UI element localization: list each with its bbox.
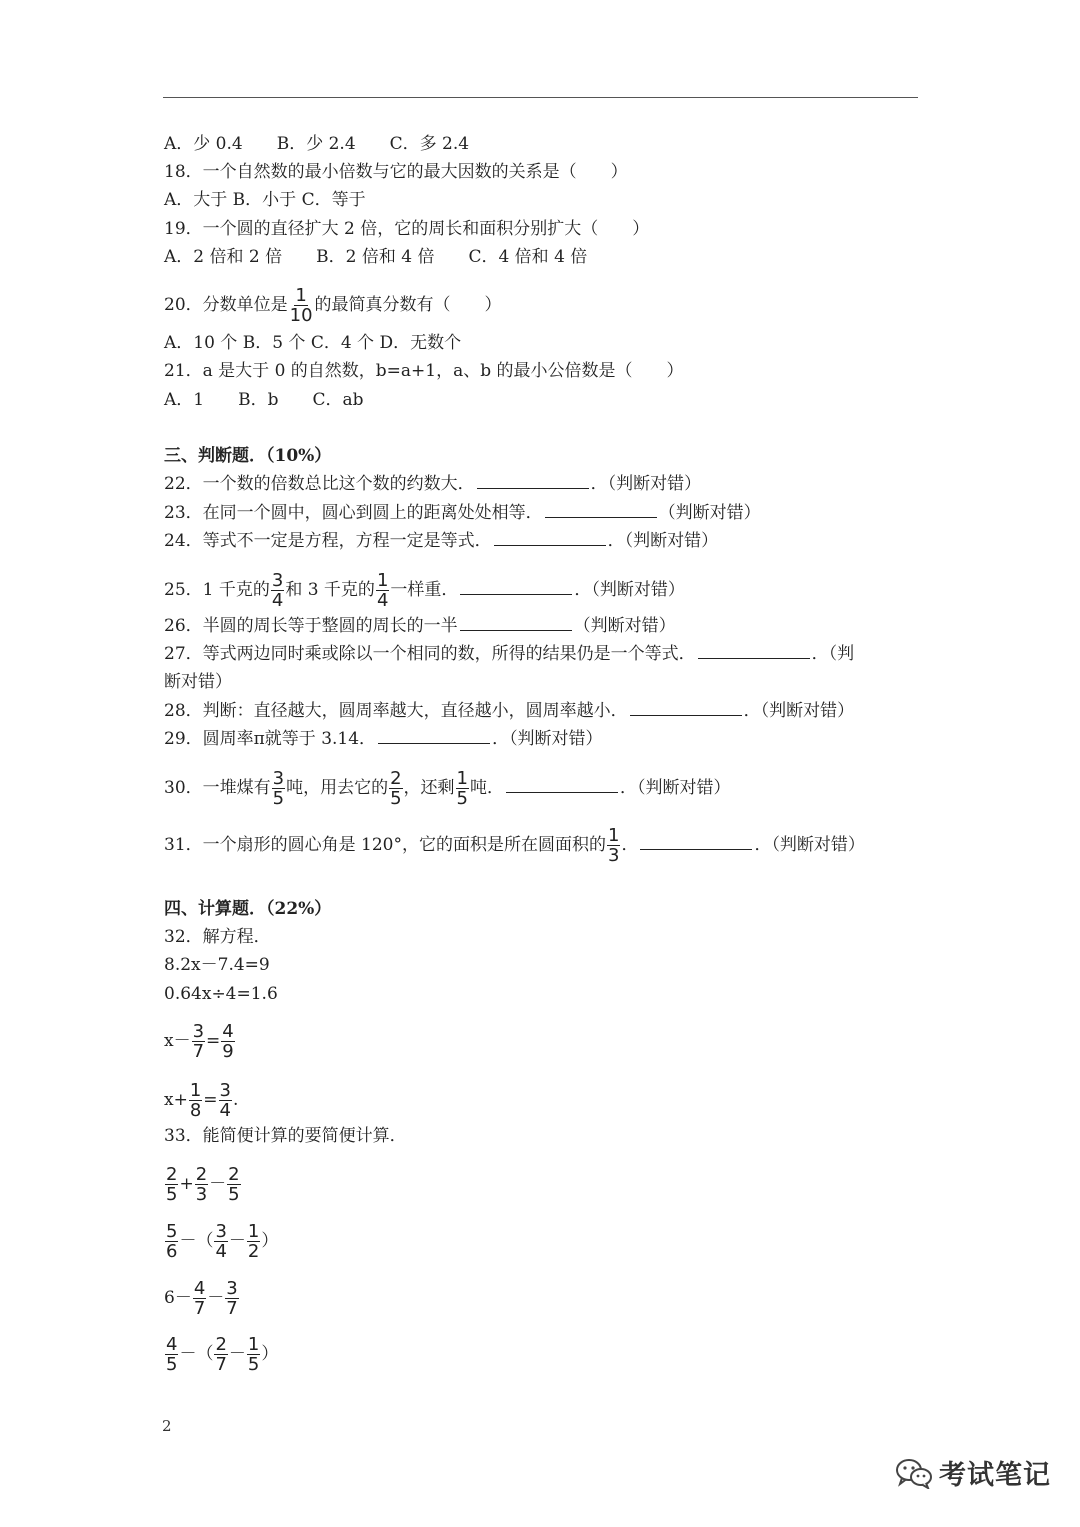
q19-options: A．2 倍和 2 倍 B．2 倍和 4 倍 C．4 倍和 4 倍 bbox=[164, 247, 588, 267]
q27-text bbox=[164, 642, 854, 666]
q21-options: A．1 B．b C．ab bbox=[164, 390, 364, 410]
denominator: 5 bbox=[166, 1354, 178, 1375]
period: ． bbox=[607, 531, 625, 551]
numerator: 2 bbox=[228, 1164, 240, 1185]
q32-text: 32．解方程． bbox=[164, 927, 271, 947]
q20-prefix: 20．分数单位是 bbox=[164, 295, 288, 315]
calc-part: 6－ bbox=[164, 1288, 192, 1308]
q19-text: 19．一个圆的直径扩大 2 倍，它的周长和面积分别扩大（ ） bbox=[164, 219, 650, 239]
section-3-title: 三、判断题．（10%） bbox=[164, 446, 332, 466]
judge-tag: （判断对错） bbox=[607, 474, 702, 494]
close-paren: ） bbox=[261, 1231, 279, 1251]
denominator: 4 bbox=[271, 590, 284, 611]
operator: － bbox=[228, 1344, 246, 1364]
denominator: 7 bbox=[192, 1041, 205, 1062]
denominator: 7 bbox=[193, 1298, 206, 1319]
equals-sign: = bbox=[206, 1031, 221, 1051]
fraction bbox=[221, 1022, 234, 1061]
fraction bbox=[214, 1335, 227, 1374]
numerator: 1 bbox=[247, 1221, 260, 1242]
calc-2 bbox=[164, 1222, 278, 1261]
judge-tag: （判断对错） bbox=[658, 503, 761, 523]
answer-blank[interactable] bbox=[640, 835, 752, 850]
answer-blank[interactable] bbox=[545, 503, 657, 518]
numerator: 2 bbox=[166, 1164, 178, 1185]
fraction bbox=[247, 1222, 260, 1261]
numerator: 1 bbox=[456, 768, 468, 789]
q26-text bbox=[164, 614, 676, 638]
q29-text bbox=[164, 727, 603, 751]
q24-stem: 24．等式不一定是方程，方程一定是等式． bbox=[164, 531, 492, 551]
fraction bbox=[225, 1279, 238, 1318]
numerator: 3 bbox=[219, 1080, 231, 1101]
q31-part: 31．一个扇形的圆心角是 120°，它的面积是所在圆面积的 bbox=[164, 835, 606, 855]
denominator: 4 bbox=[215, 1241, 227, 1262]
wechat-icon bbox=[895, 1457, 933, 1489]
equals-sign: = bbox=[203, 1090, 218, 1110]
eq-end: . bbox=[233, 1090, 239, 1110]
fraction bbox=[227, 1165, 240, 1204]
denominator: 5 bbox=[456, 788, 468, 809]
fraction bbox=[272, 769, 285, 808]
q27-wrap: 断对错） bbox=[164, 672, 232, 692]
q22-stem: 22．一个数的倍数总比这个数的约数大． bbox=[164, 474, 475, 494]
denominator: 10 bbox=[289, 305, 313, 326]
q30-part: 30．一堆煤有 bbox=[164, 778, 271, 798]
denominator: 4 bbox=[376, 590, 389, 611]
operator: － bbox=[228, 1231, 246, 1251]
q22-text bbox=[164, 472, 701, 496]
answer-blank[interactable] bbox=[460, 580, 572, 595]
header-rule bbox=[163, 97, 918, 98]
denominator: 3 bbox=[607, 845, 620, 866]
fraction bbox=[195, 1165, 208, 1204]
watermark-text: 考试笔记 bbox=[939, 1460, 1051, 1491]
fraction bbox=[214, 1222, 227, 1261]
period: ． bbox=[754, 835, 772, 855]
denominator: 6 bbox=[166, 1241, 178, 1262]
denominator: 5 bbox=[272, 788, 285, 809]
fraction bbox=[189, 1081, 202, 1120]
denominator: 9 bbox=[222, 1041, 234, 1062]
denominator: 7 bbox=[226, 1298, 238, 1319]
judge-tag: （判断对错） bbox=[509, 729, 603, 749]
fraction bbox=[389, 769, 402, 808]
period: ． bbox=[492, 729, 510, 749]
period: ． bbox=[620, 778, 637, 798]
operator: －（ bbox=[179, 1231, 214, 1251]
fraction bbox=[271, 571, 284, 610]
q18-text: 18．一个自然数的最小倍数与它的最大因数的关系是（ ） bbox=[164, 162, 628, 182]
q26-stem: 26．半圆的周长等于整圆的周长的一半 bbox=[164, 616, 458, 636]
numerator: 4 bbox=[193, 1278, 206, 1299]
judge-tag: （判断对错） bbox=[624, 531, 719, 551]
q21-text: 21．a 是大于 0 的自然数，b=a+1，a、b 的最小公倍数是（ ） bbox=[164, 361, 684, 381]
answer-blank[interactable] bbox=[494, 531, 606, 546]
denominator: 5 bbox=[390, 788, 402, 809]
equation-4 bbox=[164, 1081, 238, 1120]
judge-tag: （判断对错） bbox=[591, 580, 685, 600]
numerator: 3 bbox=[215, 1221, 227, 1242]
numerator: 2 bbox=[390, 768, 402, 789]
numerator: 3 bbox=[271, 570, 284, 591]
q33-text: 33．能简便计算的要简便计算． bbox=[164, 1126, 407, 1146]
page-number: 2 bbox=[162, 1417, 172, 1435]
numerator: 1 bbox=[189, 1080, 202, 1101]
fraction bbox=[165, 1165, 178, 1204]
q28-text bbox=[164, 699, 854, 723]
calc-1 bbox=[164, 1165, 242, 1204]
q30-part: 吨． bbox=[470, 778, 504, 798]
answer-blank[interactable] bbox=[378, 729, 490, 744]
numerator: 1 bbox=[247, 1334, 260, 1355]
judge-tag: （判断对错） bbox=[573, 616, 676, 636]
equation-1: 8.2x－7.4=9 bbox=[164, 955, 270, 975]
close-paren: ） bbox=[261, 1344, 279, 1364]
operator: － bbox=[209, 1174, 227, 1194]
answer-blank[interactable] bbox=[698, 644, 810, 659]
calc-4 bbox=[164, 1335, 278, 1374]
equation-2: 0.64x÷4=1.6 bbox=[164, 984, 278, 1004]
q17-options: A．少 0.4 B．少 2.4 C．多 2.4 bbox=[164, 134, 470, 154]
section-4-title: 四、计算题．（22%） bbox=[164, 899, 332, 919]
judge-tag: （判断对错） bbox=[760, 701, 855, 721]
numerator: 2 bbox=[195, 1164, 208, 1185]
fraction bbox=[219, 1081, 232, 1120]
answer-blank[interactable] bbox=[630, 701, 742, 716]
equation-3 bbox=[164, 1022, 236, 1061]
q20-suffix: 的最简真分数有（ ） bbox=[314, 295, 502, 315]
numerator: 3 bbox=[226, 1278, 238, 1299]
numerator: 1 bbox=[607, 825, 620, 846]
numerator: 4 bbox=[166, 1334, 178, 1355]
fraction bbox=[165, 1335, 178, 1374]
q31-text bbox=[164, 826, 865, 865]
denominator: 8 bbox=[189, 1100, 202, 1121]
fraction bbox=[376, 571, 389, 610]
judge-tag: （判断对错） bbox=[771, 835, 865, 855]
q20-options: A．10 个 B．5 个 C．4 个 D．无数个 bbox=[164, 333, 462, 353]
q27-tail: ．（判 bbox=[811, 644, 855, 664]
q25-part: 一样重． bbox=[390, 580, 459, 600]
fraction bbox=[192, 1022, 205, 1061]
operator: －（ bbox=[179, 1344, 214, 1364]
numerator: 3 bbox=[192, 1021, 205, 1042]
operator: + bbox=[179, 1174, 194, 1194]
fraction bbox=[247, 1335, 260, 1374]
operator: － bbox=[207, 1288, 225, 1308]
q23-text bbox=[164, 501, 761, 525]
q27-stem: 27．等式两边同时乘或除以一个相同的数，所得的结果仍是一个等式． bbox=[164, 644, 696, 664]
calc-3 bbox=[164, 1279, 240, 1318]
q23-stem: 23．在同一个圆中，圆心到圆上的距离处处相等． bbox=[164, 503, 543, 523]
q30-part: 吨，用去它的 bbox=[286, 778, 389, 798]
eq-part: x－ bbox=[164, 1031, 191, 1051]
denominator: 7 bbox=[215, 1354, 227, 1375]
q18-options: A．大于 B．小于 C．等于 bbox=[164, 190, 366, 210]
q24-text bbox=[164, 529, 718, 553]
numerator: 1 bbox=[376, 570, 389, 591]
fraction bbox=[456, 769, 469, 808]
numerator: 2 bbox=[215, 1334, 227, 1355]
q30-part: ，还剩 bbox=[403, 778, 455, 798]
period: ． bbox=[743, 701, 761, 721]
denominator: 3 bbox=[195, 1184, 208, 1205]
fraction bbox=[193, 1279, 206, 1318]
fraction bbox=[289, 286, 314, 325]
denominator: 5 bbox=[166, 1184, 178, 1205]
answer-blank[interactable] bbox=[460, 616, 572, 631]
fraction bbox=[165, 1222, 178, 1261]
q25-part: 25．1 千克的 bbox=[164, 580, 270, 600]
q29-stem: 29．圆周率π就等于 3.14． bbox=[164, 729, 377, 749]
q25-text bbox=[164, 571, 685, 610]
numerator: 4 bbox=[222, 1021, 234, 1042]
denominator: 4 bbox=[219, 1100, 231, 1121]
numerator: 1 bbox=[295, 285, 307, 306]
numerator: 3 bbox=[272, 768, 285, 789]
answer-blank[interactable] bbox=[506, 778, 618, 793]
denominator: 5 bbox=[228, 1184, 240, 1205]
fraction bbox=[607, 826, 620, 865]
watermark bbox=[895, 1453, 1051, 1492]
numerator: 5 bbox=[166, 1221, 178, 1242]
denominator: 5 bbox=[247, 1354, 260, 1375]
judge-tag: （判断对错） bbox=[637, 778, 731, 798]
q30-text bbox=[164, 769, 731, 808]
q25-part: 和 3 千克的 bbox=[285, 580, 375, 600]
denominator: 2 bbox=[247, 1241, 260, 1262]
period: ． bbox=[590, 474, 608, 494]
q20-text bbox=[164, 286, 502, 325]
eq-part: x+ bbox=[164, 1090, 188, 1110]
answer-blank[interactable] bbox=[477, 474, 589, 489]
period: ． bbox=[574, 580, 592, 600]
q28-stem: 28．判断：直径越大，圆周率越大，直径越小，圆周率越小． bbox=[164, 701, 628, 721]
q31-part: ． bbox=[621, 835, 639, 855]
